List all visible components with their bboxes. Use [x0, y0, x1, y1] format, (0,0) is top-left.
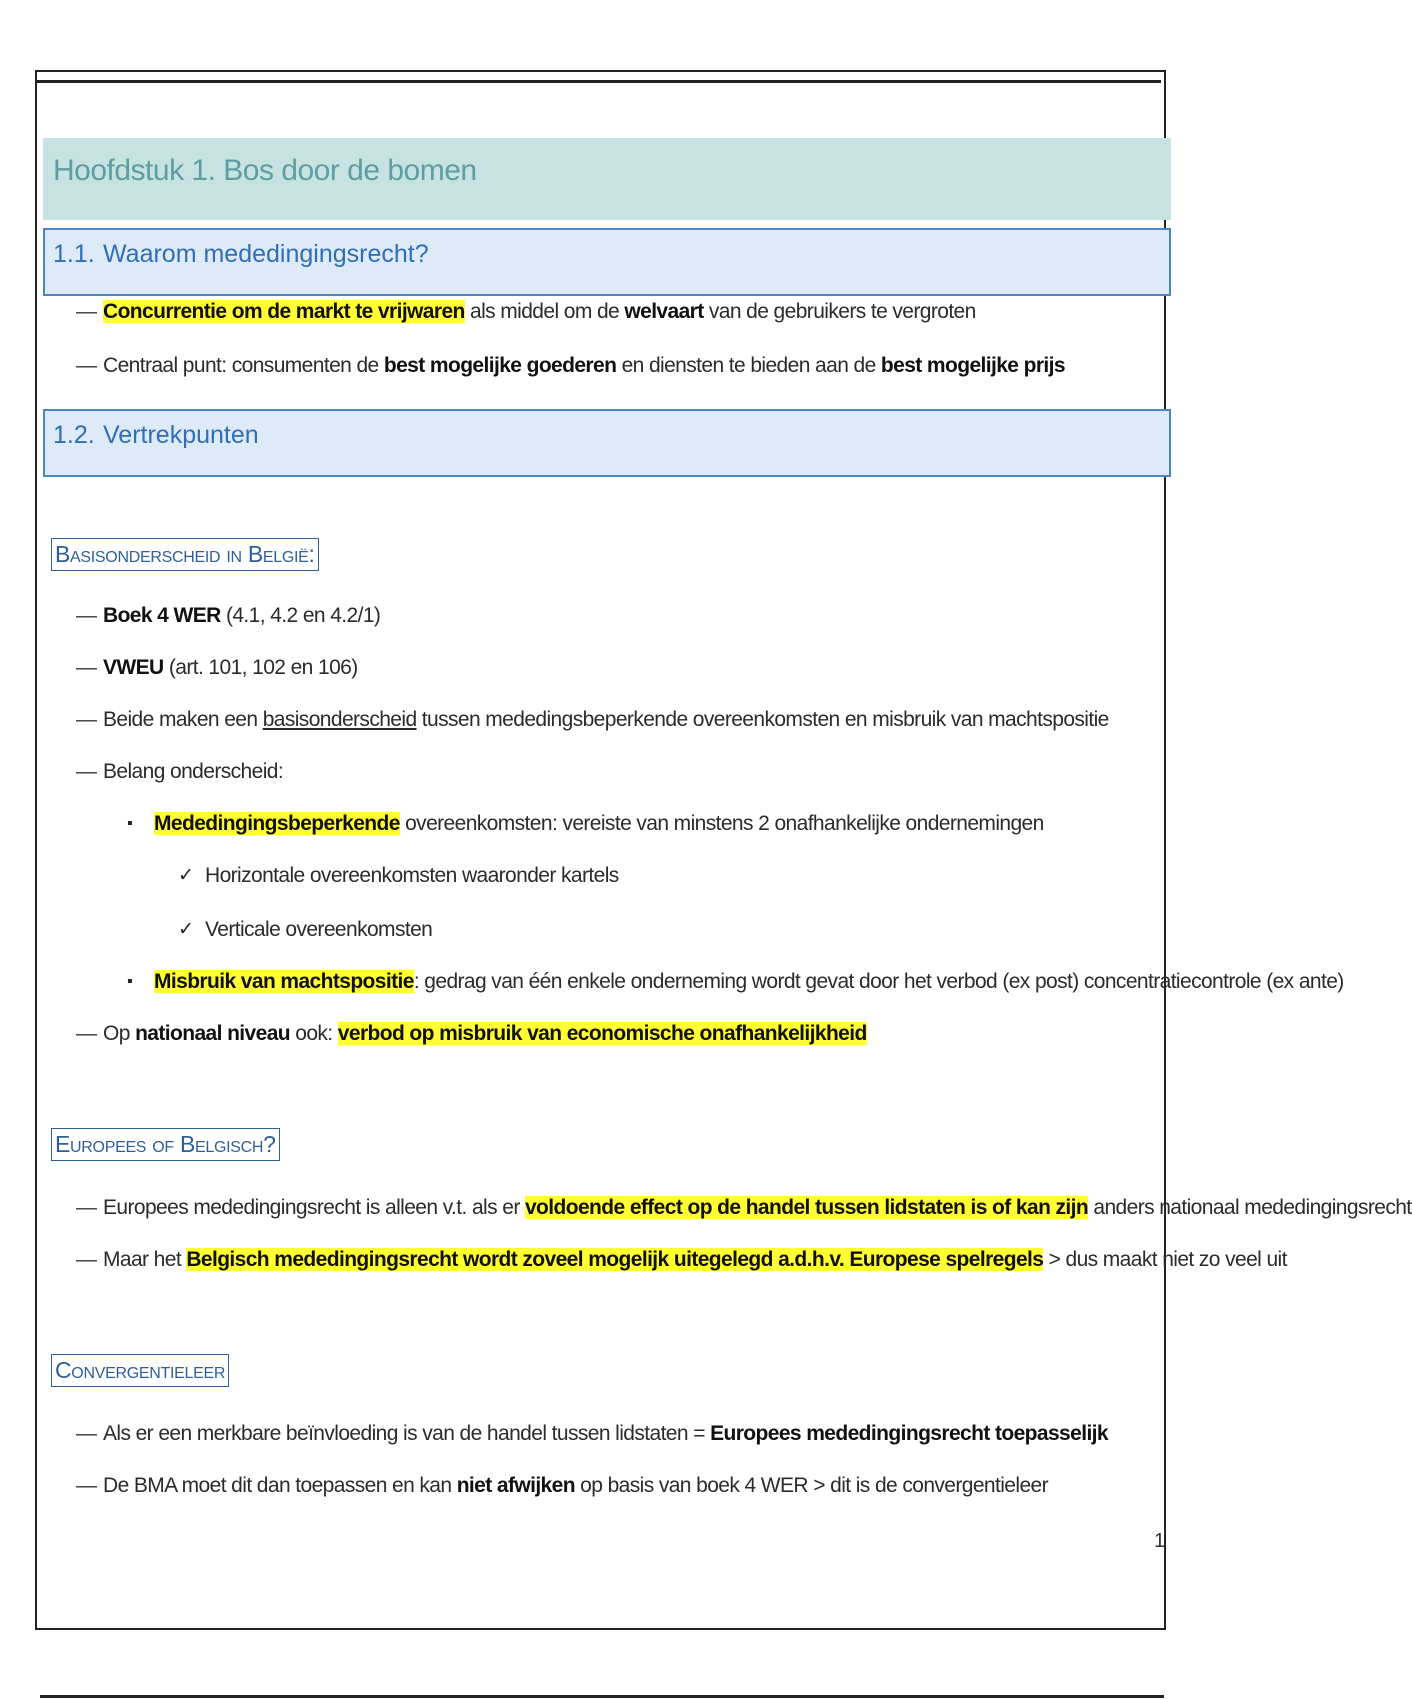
text: Als er een merkbare beïnvloeding is van de handel tussen lidstaten = [103, 1422, 711, 1445]
text: : gedrag van één enkele onderneming wordt gevat door het verbod (ex post) concentratiecontrole (ex ante) [413, 970, 1344, 993]
dash-bullet: — [76, 760, 97, 783]
bottom-rule [40, 1695, 1164, 1698]
dash-bullet: — [76, 1022, 97, 1045]
list-item [103, 708, 1109, 732]
page-number: 1 [1154, 1530, 1166, 1552]
text: (art. 101, 102 en 106) [163, 656, 358, 679]
list-item: Horizontale overeenkomsten waaronder kartels [205, 864, 619, 887]
text: Beide maken een [103, 708, 263, 731]
dash-bullet: — [76, 708, 97, 731]
text: Europees mededingingsrecht is alleen v.t. als er [103, 1196, 525, 1219]
dash-bullet: — [76, 1474, 97, 1497]
dash-bullet: — [76, 604, 97, 627]
text: anders nationaal mededingingsrecht [1088, 1196, 1412, 1219]
subheading-basisonderscheid: Basisonderscheid in België: [51, 538, 319, 571]
text: > dus maakt niet zo veel uit [1043, 1248, 1287, 1271]
dash-bullet: — [76, 354, 97, 377]
text: Op [103, 1022, 136, 1045]
dash-bullet: — [76, 300, 97, 323]
bold-text: niet afwijken [456, 1474, 575, 1497]
section-heading-1-2 [43, 409, 1171, 477]
list-item [103, 1196, 1412, 1220]
list-item [103, 604, 380, 628]
bold-text: best mogelijke goederen [383, 354, 617, 377]
text: als middel om de [464, 300, 625, 323]
chapter-title: Hoofdstuk 1. Bos door de bomen [53, 154, 477, 187]
bold-text: VWEU [103, 656, 164, 679]
text: tussen mededingsbeperkende overeenkomsten en misbruik van machtspositie [416, 708, 1109, 731]
section-number: 1.1. [53, 240, 95, 268]
list-item [103, 656, 358, 680]
dash-bullet: — [76, 1196, 97, 1219]
highlighted-text: verbod op misbruik van economische onafhankelijkheid [337, 1022, 867, 1045]
section-heading-1-1 [43, 228, 1171, 296]
list-item [103, 1474, 1048, 1498]
list-item: Verticale overeenkomsten [205, 918, 433, 941]
list-item [103, 1022, 867, 1046]
text: (4.1, 4.2 en 4.2/1) [220, 604, 381, 627]
subheading-europees-of-belgisch: Europees of Belgisch? [51, 1128, 280, 1161]
list-item [103, 354, 1065, 378]
list-item [154, 812, 1044, 836]
text: Centraal punt: consumenten de [103, 354, 384, 377]
highlighted-text: Misbruik van machtspositie [154, 970, 414, 993]
section-number: 1.2. [53, 421, 95, 449]
dash-bullet: — [76, 1422, 97, 1445]
bold-text: nationaal niveau [135, 1022, 291, 1045]
square-bullet: ▪ [127, 815, 133, 832]
underlined-text: basisonderscheid [262, 708, 417, 731]
bold-text: welvaart [624, 300, 704, 323]
bold-text: best mogelijke prijs [880, 354, 1065, 377]
highlighted-text: Mededingingsbeperkende [154, 812, 400, 835]
chapter-heading [43, 138, 1171, 220]
text: op basis van boek 4 WER > dit is de convergentieleer [574, 1474, 1048, 1497]
highlighted-text: Belgisch mededingingsrecht wordt zoveel mogelijk uitegelegd a.d.h.v. Europese spelregels [186, 1248, 1044, 1271]
dash-bullet: — [76, 1248, 97, 1271]
dash-bullet: — [76, 656, 97, 679]
square-bullet: ▪ [127, 973, 133, 990]
list-item [103, 300, 976, 324]
list-item [103, 1248, 1287, 1272]
section-title: Vertrekpunten [103, 421, 259, 449]
list-item [154, 970, 1344, 994]
text: overeenkomsten: vereiste van minstens 2 onafhankelijke ondernemingen [399, 812, 1044, 835]
text: Maar het [103, 1248, 187, 1271]
check-icon: ✓ [178, 919, 194, 940]
check-icon: ✓ [178, 865, 194, 886]
bold-text: Europees mededingingsrecht toepasselijk [710, 1422, 1108, 1445]
text: van de gebruikers te vergroten [703, 300, 976, 323]
list-item: Belang onderscheid: [103, 760, 284, 783]
list-item [103, 1422, 1108, 1446]
subheading-convergentieleer: Convergentieleer [51, 1354, 229, 1387]
top-rule [37, 80, 1161, 83]
highlighted-text: Concurrentie om de markt te vrijwaren [103, 300, 465, 323]
text: en diensten te bieden aan de [616, 354, 881, 377]
section-title: Waarom mededingingsrecht? [103, 240, 429, 268]
text: De BMA moet dit dan toepassen en kan [103, 1474, 457, 1497]
bold-text: Boek 4 WER [103, 604, 221, 627]
text: ook: [290, 1022, 338, 1045]
highlighted-text: voldoende effect op de handel tussen lidstaten is of kan zijn [524, 1196, 1089, 1219]
